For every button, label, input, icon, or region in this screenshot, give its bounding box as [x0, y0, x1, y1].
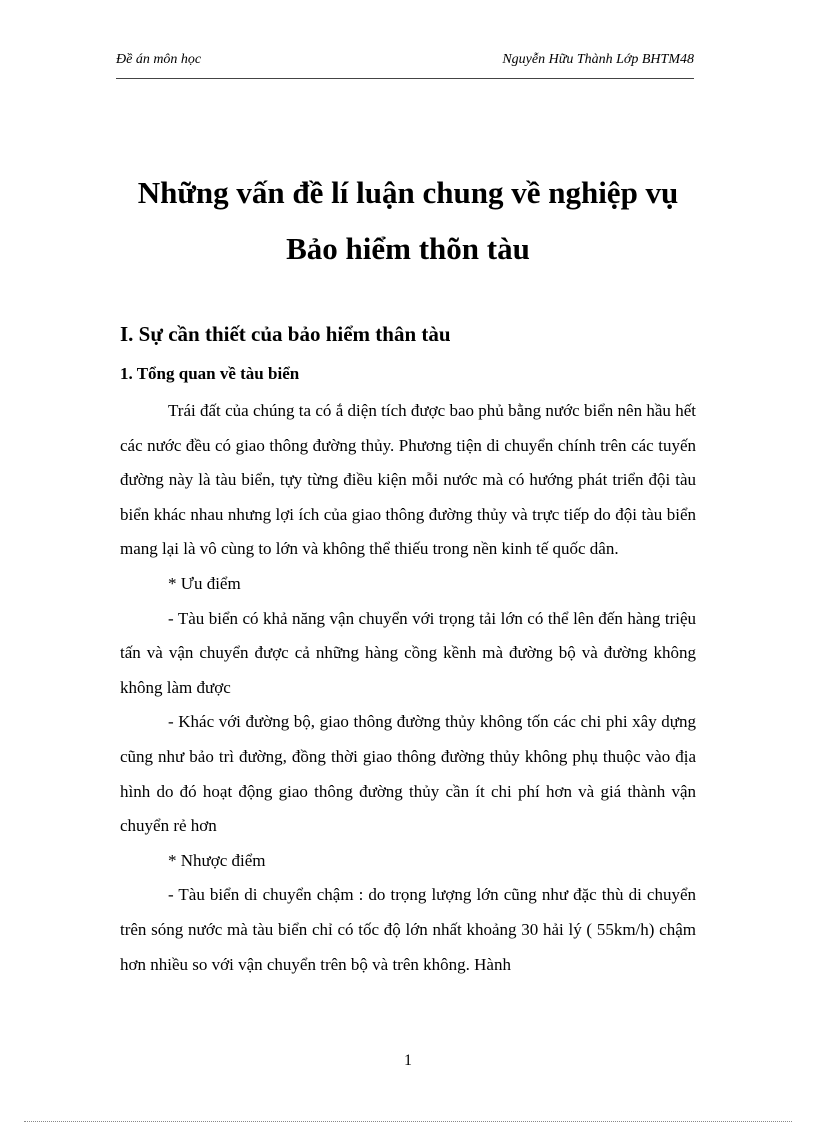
footer-divider	[24, 1121, 792, 1122]
header-divider	[116, 78, 694, 79]
document-title-line-1: Những vấn đề lí luận chung về nghiệp vụ	[137, 175, 679, 210]
header-author-label: Nguyễn Hữu Thành Lớp BHTM48	[502, 52, 694, 67]
paragraph-advantage-2: - Khác với đường bộ, giao thông đường thủy không tốn các chi phi xây dựng cũng như bảo trì đường, đồng thời giao thông đường thủy không phụ thuộc vào địa hình do đó hoạt động giao thông đường thủy cần ít chi phí hơn và giá thành vận chuyển rẻ hơn	[120, 712, 696, 836]
body-text	[120, 394, 696, 982]
page-header	[116, 52, 694, 74]
paragraph-advantages-heading: * Ưu điểm	[168, 573, 241, 593]
header-course-label: Đề án môn học	[116, 52, 202, 67]
paragraph-disadvantages-heading: * Nhược điểm	[168, 850, 266, 870]
section-heading: I. Sự cần thiết của bảo hiểm thân tàu	[120, 322, 451, 346]
paragraph-intro: Trái đất của chúng ta có ắ diện tích được bao phủ bằng nước biển nên hầu hết các nước đều có giao thông đường thủy. Phương tiện di chuyển chính trên các tuyến đường này là tàu biển, tựy từng điều kiện mỗi nước mà có hướng phát triển đội tàu biển khác nhau nhưng lợi ích của giao thông đường thủy và trực tiếp do đội tàu biển mang lại là vô cùng to lớn và không thể thiếu trong nền kinh tế quốc dân.	[120, 401, 696, 559]
subsection-heading: 1. Tổng quan về tàu biển	[120, 364, 300, 383]
paragraph-disadvantage-1: - Tàu biển di chuyển chậm : do trọng lượng lớn cũng như đặc thù di chuyển trên sóng nước mà tàu biển chỉ có tốc độ lớn nhất khoảng 30 hải lý ( 55km/h) chậm hơn nhiều so với vận chuyển trên bộ và trên không. Hành	[120, 885, 696, 974]
paragraph-advantage-1: - Tàu biển có khả năng vận chuyển với trọng tải lớn có thể lên đến hàng triệu tấn và vận chuyển được cả những hàng cồng kềnh mà đường bộ và đường không không làm được	[120, 608, 696, 697]
document-title-line-2: Bảo hiểm thõn tàu	[286, 231, 530, 266]
page-number: 1	[404, 1052, 412, 1069]
